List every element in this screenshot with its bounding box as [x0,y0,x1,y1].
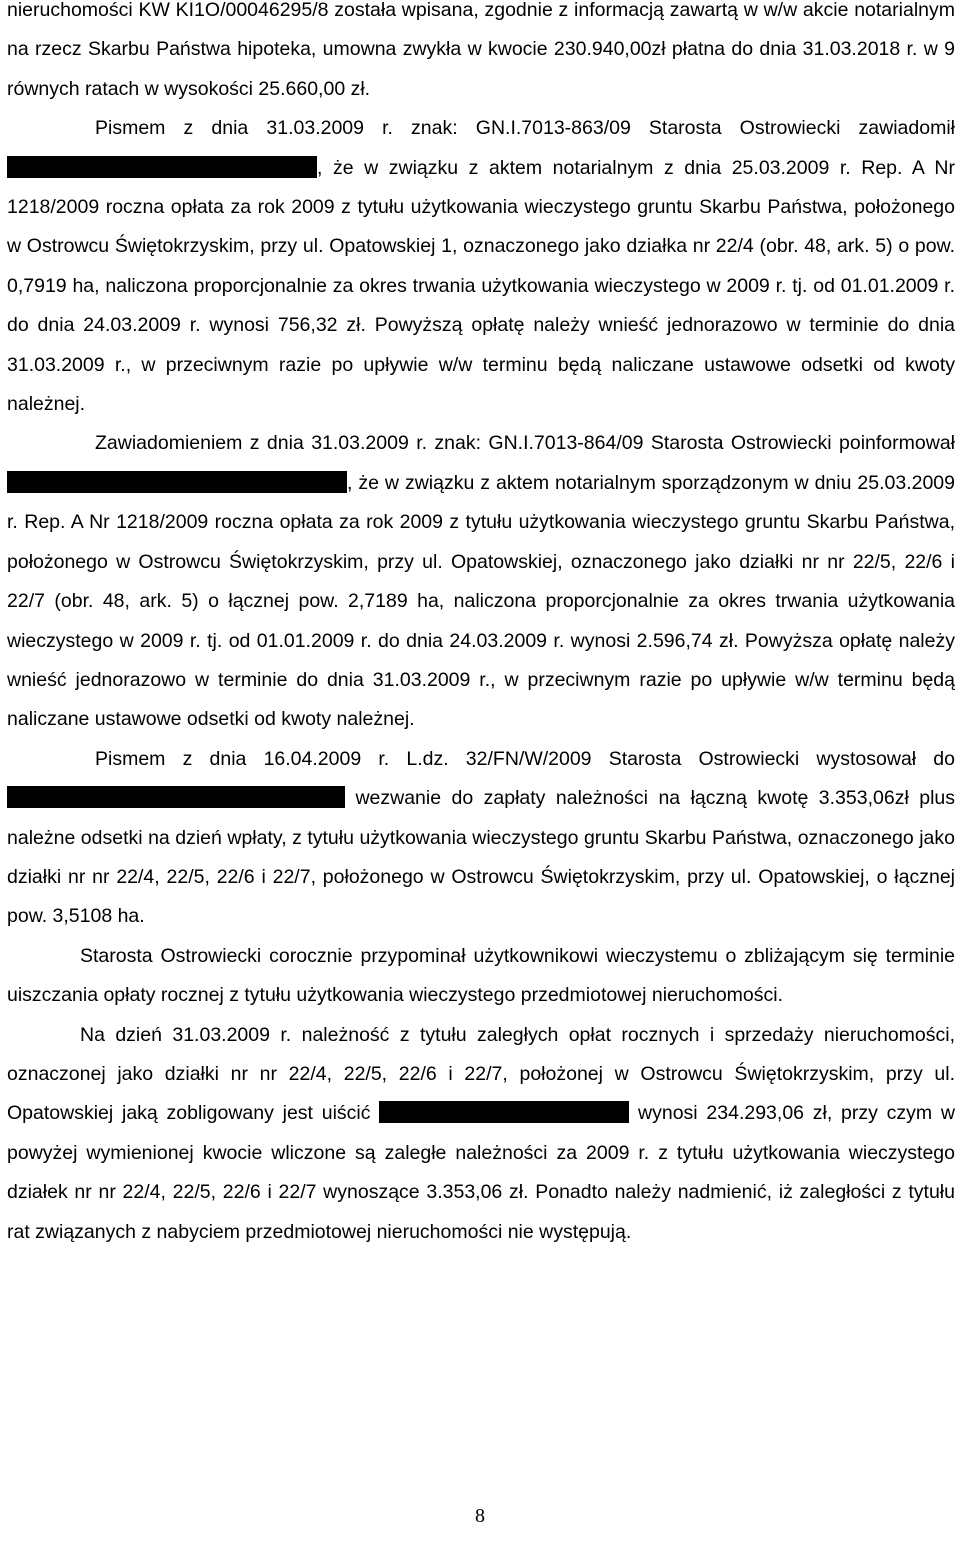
redacted-name-block [379,1101,629,1123]
paragraph-payment-demand [7,740,955,937]
paragraph-reminders [7,937,955,1016]
paragraph-text: Zawiadomieniem z dnia 31.03.2009 r. znak: GN.I.7013-864/09 Starosta Ostrowiecki poinformował [95,432,955,455]
redacted-name-block [7,156,317,178]
paragraph-text: Pismem z dnia 31.03.2009 r. znak: GN.I.7013-863/09 Starosta Ostrowiecki zawiadomił [95,117,955,140]
redacted-name-block [7,471,347,493]
paragraph-text: , że w związku z aktem notarialnym sporządzonym w dniu 25.03.2009 r. Rep. A Nr 1218/2009 roczna opłata za rok 2009 z tytułu użytkowania wieczystego gruntu Skarbu Państwa, położonego w Ostrowcu Świętokrzyskim, przy ul. Opatowskiej, oznaczonego jako działki nr nr 22/5, 22/6 i 22/7 (obr. 48, ark. 5) o łącznej pow. 2,7189 ha, naliczona proporcjonalnie za okres trwania użytkowania wieczystego w 2009 r. tj. od 01.01.2009 r. do dnia 24.03.2009 r. wynosi 2.596,74 zł. Powyższa opłatę należy wnieść jednorazowo w terminie do dnia 31.03.2009 r., w przeciwnym razie po upływie w/w terminu będą naliczane ustawowe odsetki od kwoty należnej. [7,471,955,731]
paragraph-text: Starosta Ostrowiecki corocznie przypominał użytkownikowi wieczystemu o zbliżającym się terminie uiszczania opłaty rocznej z tytułu użytkowania wieczystego przedmiotowej nieruchomości. [7,944,955,1007]
paragraph-text: Pismem z dnia 16.04.2009 r. L.dz. 32/FN/W/2009 Starosta Ostrowiecki wystosował do [95,747,955,770]
document-body [7,0,955,1252]
redacted-name-block [7,786,345,808]
paragraph-text: Na dzień 31.03.2009 r. należność z tytułu zaległych opłat rocznych i sprzedaży nieruchomości, oznaczonej jako działki nr nr 22/4, 22/5, 22/6 i 22/7, położonej w Ostrowcu Świętokrzyskim, przy ul. Opatowskiej jaką zobligowany jest uiścić [7,1023,955,1125]
paragraph-notice-863 [7,109,955,424]
paragraph-notice-864 [7,424,955,739]
page-number: 8 [475,1505,485,1527]
paragraph-text: wezwanie do zapłaty należności na łączną kwotę 3.353,06zł plus należne odsetki na dzień wpłaty, z tytułu użytkowania wieczystego gruntu Skarbu Państwa, oznaczonego jako działki nr nr 22/4, 22/5, 22/6 i 22/7, położonego w Ostrowcu Świętokrzyskim, przy ul. Opatowskiej, o łącznej pow. 3,5108 ha. [7,787,955,928]
paragraph-arrears [7,1016,955,1252]
paragraph-text: nieruchomości KW KI1O/00046295/8 została wpisana, zgodnie z informacją zawartą w w/w akcie notarialnym na rzecz Skarbu Państwa hipoteka, umowna zwykła w kwocie 230.940,00zł płatna do dnia 31.03.2018 r. w 9 równych ratach w wysokości 25.660,00 zł. [7,0,955,100]
paragraph-text: wynosi 234.293,06 zł, przy czym w powyżej wymienionej kwocie wliczone są zaległe należności za 2009 r. z tytułu użytkowania wieczystego działek nr nr 22/4, 22/5, 22/6 i 22/7 wynoszące 3.353,06 zł. Ponadto należy nadmienić, iż zaległości z tytułu rat związanych z nabyciem przedmiotowej nieruchomości nie występują. [7,1102,955,1243]
paragraph-mortgage [7,0,955,109]
paragraph-text: , że w związku z aktem notarialnym z dnia 25.03.2009 r. Rep. A Nr 1218/2009 roczna opłata za rok 2009 z tytułu użytkowania wieczystego gruntu Skarbu Państwa, położonego w Ostrowcu Świętokrzyskim, przy ul. Opatowskiej 1, oznaczonego jako działka nr 22/4 (obr. 48, ark. 5) o pow. 0,7919 ha, naliczona proporcjonalnie za okres trwania użytkowania wieczystego w 2009 r. tj. od 01.01.2009 r. do dnia 24.03.2009 r. wynosi 756,32 zł. Powyższą opłatę należy wnieść jednorazowo w terminie do dnia 31.03.2009 r., w przeciwnym razie po upływie w/w terminu będą naliczane ustawowe odsetki od kwoty należnej. [7,156,955,416]
